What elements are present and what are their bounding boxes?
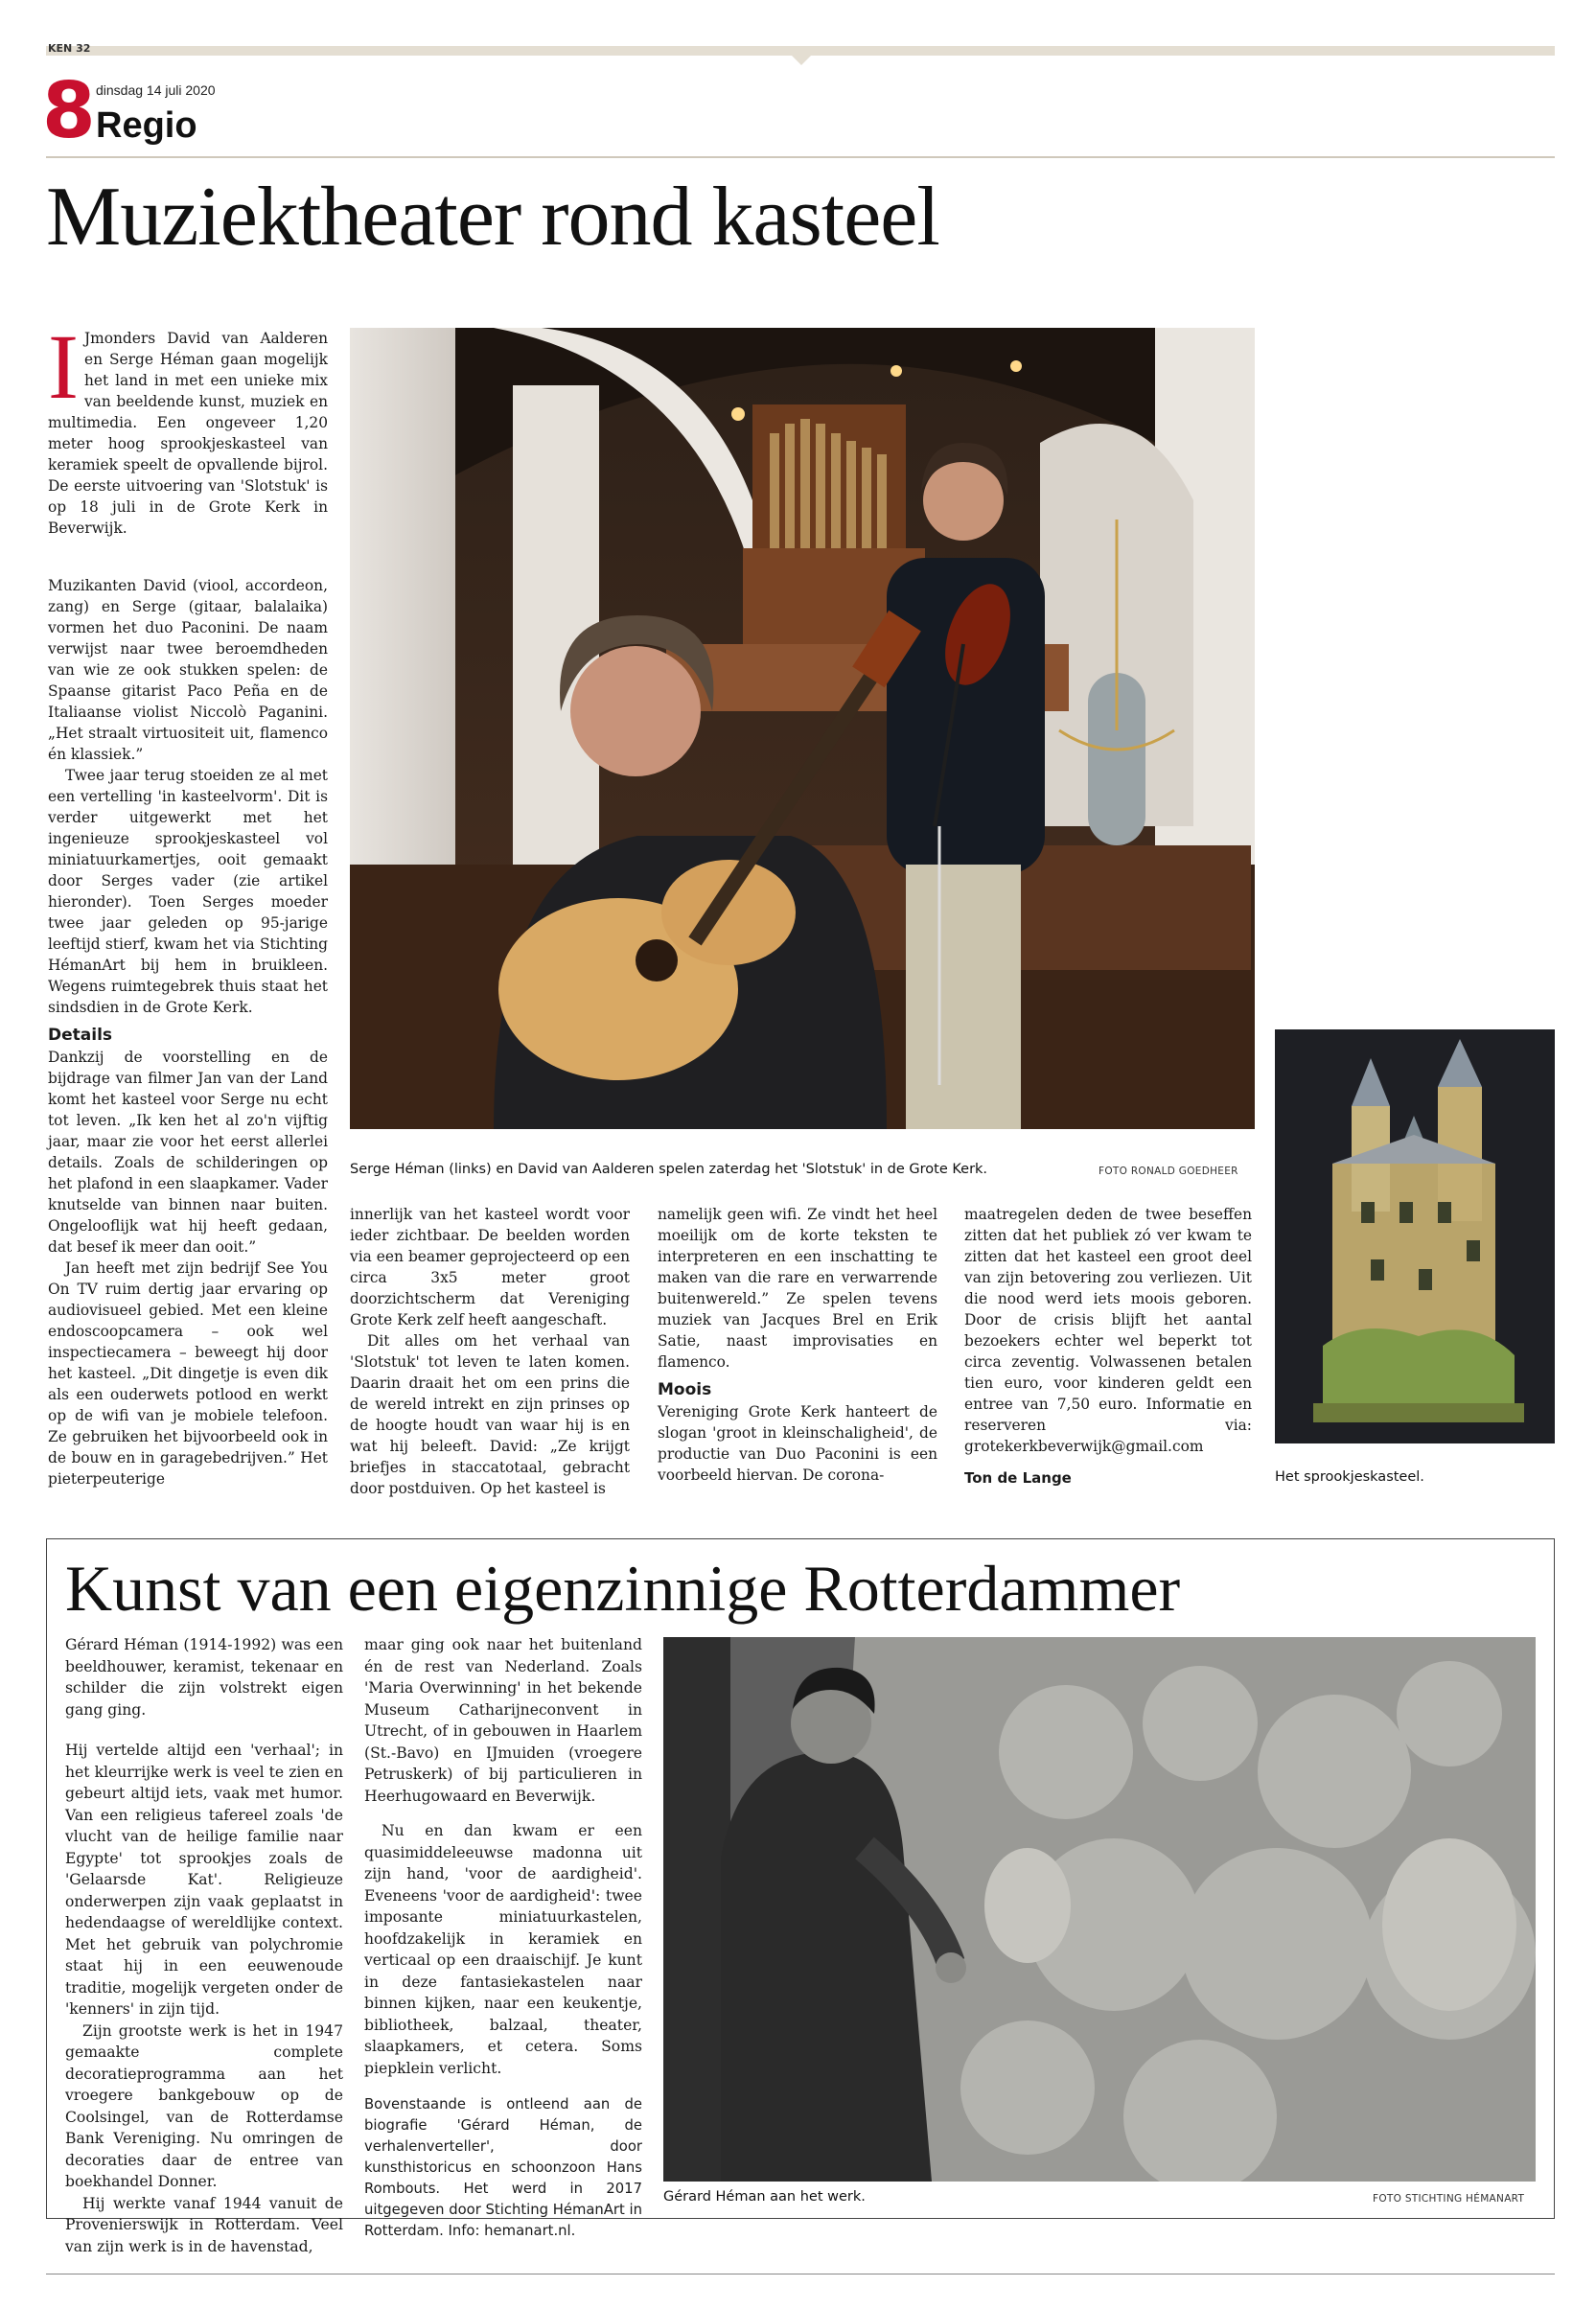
fairytale-castle-image	[1275, 1029, 1555, 1443]
main-photo	[350, 328, 1255, 1129]
section-title: Regio	[96, 105, 197, 146]
article-headline: Muziektheater rond kasteel	[46, 171, 939, 264]
top-bar	[46, 46, 1555, 56]
paragraph: maar ging ook naar het buitenland én de rest van Nederland. Zoals 'Maria Overwinning' in het bekende Museum Catharijneconvent in Utrecht, of in gebouwen in Haarlem (St.-Bavo) en IJmuiden (vroegere Petruskerk) of bij particulieren in Heerhugowaard en Beverwijk.	[364, 1636, 642, 1805]
paragraph: Hij werkte vanaf 1944 vanuit de Provenierswijk in Rotterdam. Veel van zijn werk is in de havenstad,	[65, 2194, 343, 2255]
sculptor-photo-credit: FOTO STICHTING HÉMANART	[1373, 2193, 1525, 2205]
article2-headline: Kunst van een eigenzinnige Rotterdammer	[65, 1552, 1181, 1625]
article-lead	[48, 315, 328, 539]
paragraph: maatregelen deden de twee beseffen zitten dat het publiek zó ver kwam te zitten dat het kasteel een groot deel van zijn betovering zou verliezen. Uit die nood werd iets moois geboren. Door de crisis blijft het aantal bezoekers echter wel beperkt tot circa zeventig. Volwassenen betalen tien euro, voor kinderen geldt een entree van 7,50 euro. Informatie en reserveren via: grotekerkbeverwijk@gmail.com	[964, 1206, 1252, 1455]
castle-caption: Het sprookjeskasteel.	[1275, 1469, 1424, 1485]
byline: Ton de Lange	[964, 1469, 1072, 1487]
lead-text: Jmonders David van Aalderen en Serge Héman gaan mogelijk het land in met een unieke mix van beeldende kunst, muziek en multimedia. Een ongeveer 1,20 meter hoog sprookjeskasteel van keramiek speelt de opvallende bijrol. De eerste uitvoering van 'Slotstuk' is op 18 juli in de Grote Kerk in Beverwijk.	[48, 330, 328, 537]
sculptor-at-work-image	[663, 1637, 1536, 2182]
paragraph: namelijk geen wifi. Ze vindt het heel moeilijk om de korte teksten te interpreteren en een inschatting te maken van die rare en verwarrende buitenwereld.” Ze spelen tevens muziek van Jacques Brel en Erik Satie, naast improvisaties en flamenco.	[658, 1206, 937, 1371]
sculptor-photo	[663, 1637, 1536, 2182]
paragraph: Hij vertelde altijd een 'verhaal'; in het kleurrijke werk is veel te zien en gebeurt altijd iets, vaak met humor. Van een religieus tafereel zoals 'de vlucht van de heilige familie naar Egypte' tot sprookjes zoals de 'Gelaarsde Kat'. Religieuze onderwerpen zijn vaak geplaatst in hedendaagse of wereldlijke context. Met het gebruik van polychromie staat hij in een eeuwenoude traditie, mogelijk vergeten onder de 'kenners' in zijn tijd.	[65, 1742, 343, 2018]
paragraph: Nu en dan kwam er een quasimiddeleeuwse madonna uit zijn hand, 'voor de aardigheid'. Eveneens 'voor de aardigheid': twee imposante miniatuurkastelen, hoofdzakelijk in keramiek en verticaal op een draaischijf. Je kunt in deze fantasiekastelen naar binnen kijken, naar een keukentje, bibliotheek, balzaal, theater, slaapkamers, et cetera. Soms piepklein verlicht.	[364, 1822, 642, 2077]
subheading-details: Details	[48, 1026, 113, 1045]
article-column-1	[48, 575, 328, 1489]
page-number: 8	[42, 66, 96, 155]
paragraph: Jan heeft met zijn bedrijf See You On TV ruim dertig jaar ervaring op audiovisueel gebied. Met een kleine endoscoopcamera – ook wel inspectiecamera – beweegt hij door het kasteel. „Dit dingetje is even dik als een ouderwets potlood en werkt op de wifi van je mobiele telefoon. Ze gebruiken het bijvoorbeeld ook in de bouw en in garagebedrijven.” Het pieterpeuterige	[48, 1259, 328, 1488]
photo-credit: FOTO RONALD GOEDHEER	[1099, 1166, 1238, 1177]
paragraph: Muzikanten David (viool, accordeon, zang) en Serge (gitaar, balalaika) vormen het duo Paconini. De naam verwijst naar twee beroemdheden van wie ze ook stukken spelen: de Spaanse gitarist Paco Peña en de Italiaanse violist Niccolò Paganini. „Het straalt virtuositeit uit, flamenco én klassiek.”	[48, 577, 328, 763]
photo-caption: Serge Héman (links) en David van Aalderen spelen zaterdag het 'Slotstuk' in de Grote Kerk.	[350, 1162, 988, 1177]
paragraph: Dankzij de voorstelling en de bijdrage van filmer Jan van der Land komt het kasteel voor Serge nu echt tot leven. „Ik ken het al zo'n vijftig jaar, maar zie voor het eerst allerlei details. Zoals de schilderingen op het plafond in een slaapkamer. Vader knutselde van binnen naar buiten. Ongelooflijk wat hij heeft gedaan, dat besef ik meer dan ooit.”	[48, 1049, 328, 1256]
paragraph: Zijn grootste werk is het in 1947 gemaakte complete decoratieprogramma aan het vroegere bankgebouw op de Coolsingel, van de Rotterdamse Bank Vereniging. Nu omringen de decoraties daar de entree van boekhandel Donner.	[65, 2021, 343, 2190]
paragraph: Dit alles om het verhaal van 'Slotstuk' tot leven te laten komen. Daarin draait het om een prins die de wereld intrekt en zijn prinses op de hoogte houdt van waar hij is en wat hij beleeft. David: „Ze krijgt briefjes in staccatotaal, gebracht door postduiven. Op het kasteel is	[350, 1332, 630, 1497]
paragraph: Gérard Héman (1914-1992) was een beeldhouwer, keramist, tekenaar en schilder die zijn volstrekt eigen gang ging.	[65, 1636, 343, 1719]
subheading-moois: Moois	[658, 1380, 712, 1399]
top-bar-notch	[792, 56, 811, 65]
church-musicians-photo	[350, 328, 1255, 1129]
article2-column-1	[65, 1634, 343, 2257]
issue-date: dinsdag 14 juli 2020	[96, 82, 216, 98]
edition-code: KEN 32	[48, 42, 91, 55]
drop-cap: I	[48, 315, 79, 418]
source-note: Bovenstaande is ontleend aan de biografie 'Gérard Héman, de verhalenverteller', door kunsthistoricus en schoonzoon Hans Rombouts. Het werd in 2017 uitgegeven door Stichting HémanArt in Rotterdam. Info: hemanart.nl.	[364, 2096, 643, 2239]
sculptor-photo-caption: Gérard Héman aan het werk.	[663, 2189, 866, 2205]
paragraph: innerlijk van het kasteel wordt voor ieder zichtbaar. De beelden worden via een beamer geprojecteerd op een circa 3x5 meter groot doorzichtscherm dat Vereniging Grote Kerk zelf heeft aangeschaft.	[350, 1206, 630, 1328]
paragraph: Twee jaar terug stoeiden ze al met een vertelling 'in kasteelvorm'. Dit is verder uitgewerkt met het ingenieuze sprookjeskasteel vol miniatuurkamertjes, ooit gemaakt door Serges vader (zie artikel hieronder). Toen Serges moeder twee jaar geleden op 95-jarige leeftijd stierf, kwam het via Stichting HémanArt bij hem in bruikleen. Wegens ruimtegebrek thuis staat het sindsdien in de Grote Kerk.	[48, 767, 328, 1016]
castle-photo	[1275, 1029, 1555, 1443]
article-column-2	[350, 1204, 630, 1499]
article2-column-2	[364, 1634, 642, 2242]
paragraph: Vereniging Grote Kerk hanteert de slogan 'groot in kleinschaligheid', de productie van Duo Paconini is een voorbeeld hiervan. De corona-	[658, 1403, 937, 1484]
header-rule	[46, 156, 1555, 158]
article-column-3	[658, 1204, 937, 1486]
article-column-4	[964, 1204, 1252, 1457]
